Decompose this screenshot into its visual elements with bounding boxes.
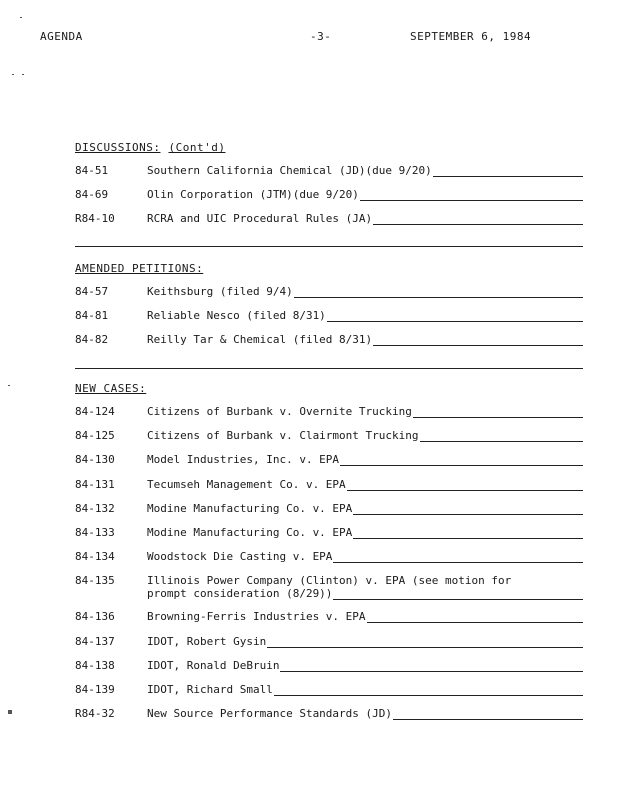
item-number: 84-136 (75, 610, 115, 624)
item-number: 84-57 (75, 285, 109, 298)
new-cases-section (75, 381, 583, 731)
item-text-continued: prompt consideration (8/29)) (147, 587, 333, 601)
amended-petitions-title: AMENDED PETITIONS: (75, 262, 204, 275)
item-text: IDOT, Ronald DeBruin (147, 658, 280, 672)
discussions-subtitle: (Cont'd) (168, 141, 226, 154)
new-cases-title: NEW CASES: (75, 382, 147, 395)
item-text: Reilly Tar & Chemical (filed 8/31) (147, 333, 373, 347)
item-number: 84-82 (75, 333, 109, 347)
item-text: Southern California Chemical (JD)(due 9/20) (147, 164, 432, 177)
agenda-item (75, 574, 583, 610)
agenda-item (75, 405, 583, 429)
item-text: Illinois Power Company (Clinton) v. EPA (see motion for (147, 574, 512, 588)
item-text: IDOT, Robert Gysin (147, 634, 267, 648)
agenda-item (75, 212, 583, 236)
discussions-section (75, 140, 583, 237)
item-number: 84-134 (75, 550, 115, 564)
item-text: Tecumseh Management Co. v. EPA (147, 477, 346, 491)
item-number: 84-131 (75, 477, 115, 491)
amended-petitions-section (75, 261, 583, 358)
item-number: 84-69 (75, 188, 109, 202)
agenda-item (75, 707, 583, 731)
item-text: IDOT, Richard Small (147, 682, 273, 696)
item-text: RCRA and UIC Procedural Rules (JA) (147, 212, 373, 226)
agenda-item (75, 526, 583, 550)
item-text: Modine Manufacturing Co. v. EPA (147, 501, 353, 515)
agenda-item (75, 683, 583, 707)
item-text: Citizens of Burbank v. Clairmont Trucking (147, 429, 419, 443)
item-number: 84-139 (75, 682, 115, 696)
item-number: R84-32 (75, 707, 115, 721)
item-number: 84-51 (75, 164, 109, 177)
header-left: AGENDA (40, 30, 83, 43)
scan-speck (22, 74, 24, 75)
agenda-item (75, 309, 583, 333)
item-number: 84-133 (75, 525, 115, 539)
scan-speck (8, 710, 12, 714)
item-text: Keithsburg (filed 9/4) (147, 285, 293, 298)
item-number: 84-130 (75, 453, 115, 467)
section-divider (75, 368, 583, 369)
agenda-item (75, 285, 583, 309)
agenda-item (75, 635, 583, 659)
agenda-item (75, 659, 583, 683)
item-text: Modine Manufacturing Co. v. EPA (147, 525, 353, 539)
agenda-item (75, 610, 583, 634)
item-number: 84-81 (75, 309, 109, 323)
item-text: Citizens of Burbank v. Overnite Trucking (147, 405, 412, 418)
item-text: Woodstock Die Casting v. EPA (147, 550, 333, 564)
item-number: 84-125 (75, 429, 115, 443)
item-number: 84-124 (75, 405, 115, 418)
agenda-item (75, 164, 583, 188)
section-divider (75, 246, 583, 247)
discussions-title: DISCUSSIONS: (Cont'd) (75, 141, 226, 154)
item-text: Browning-Ferris Industries v. EPA (147, 610, 366, 624)
item-text: Olin Corporation (JTM)(due 9/20) (147, 188, 359, 202)
item-number: 84-137 (75, 634, 115, 648)
item-text: Reliable Nesco (filed 8/31) (147, 309, 326, 323)
header-date: SEPTEMBER 6, 1984 (410, 30, 532, 43)
item-text: New Source Performance Standards (JD) (147, 707, 393, 721)
scan-speck (20, 17, 22, 18)
item-number: 84-132 (75, 501, 115, 515)
agenda-item (75, 478, 583, 502)
agenda-item (75, 188, 583, 212)
agenda-item (75, 502, 583, 526)
item-number: 84-138 (75, 658, 115, 672)
scan-speck (8, 385, 10, 386)
item-text: Model Industries, Inc. v. EPA (147, 453, 340, 467)
agenda-item (75, 550, 583, 574)
agenda-item (75, 333, 583, 357)
item-number: 84-135 (75, 574, 115, 588)
agenda-item (75, 429, 583, 453)
item-number: R84-10 (75, 212, 115, 226)
agenda-item (75, 453, 583, 477)
scan-speck (12, 74, 14, 75)
page-number: -3- (310, 30, 332, 43)
